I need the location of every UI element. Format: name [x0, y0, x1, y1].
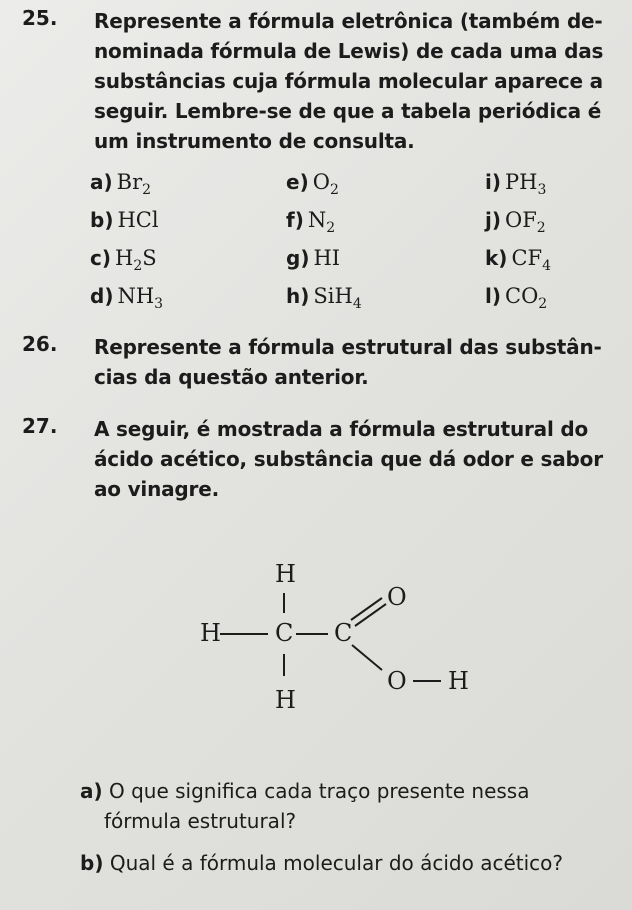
formula-item: h) SiH$_4$	[286, 284, 362, 313]
formula-item: a) $Br_2$	[90, 170, 152, 199]
formula-item: f) $N_2$	[286, 208, 336, 237]
question-number: 26.	[22, 332, 58, 356]
sub-question-b: b) Qual é a fórmula molecular do ácido acético?	[80, 851, 564, 875]
formula-item: d) $NH_3$	[90, 284, 164, 313]
question-text: Represente a fórmula eletrônica (também de- nominada fórmula de Lewis) de cada uma das substâncias cuja fórmula molecular aparece a seguir. Lembre-se de que a tabela periódica é um instrumento de consulta.	[94, 9, 604, 153]
formula-item: c) $H_2S$	[90, 246, 157, 275]
highlight-periodic-table: tabela periódica é	[401, 99, 602, 123]
atom-c2: C	[334, 619, 353, 647]
question-number: 25.	[22, 6, 58, 30]
formula-item: b) HCl	[90, 208, 159, 232]
formula-item: i) $PH_3$	[485, 170, 547, 199]
question-number: 27.	[22, 414, 58, 438]
atom-h-right: H	[448, 667, 469, 695]
formula-item: g) HI	[286, 246, 341, 270]
bond-c2-o-single	[352, 645, 382, 670]
atom-c1: C	[275, 619, 294, 647]
question-text: Represente a fórmula estrutural das substân- cias da questão anterior.	[94, 335, 602, 389]
formula-item: e) $O_2$	[286, 170, 339, 199]
atom-o-top: O	[387, 583, 407, 611]
formula-item: l) $CO_2$	[485, 284, 548, 313]
atom-o-right: O	[387, 667, 407, 695]
sub-question-a: a) O que significa cada traço presente nessa fórmula estrutural?	[80, 779, 530, 833]
formula-item: k) $CF_4$	[485, 246, 552, 275]
atom-h-left: H	[200, 619, 221, 647]
formula-item: j) $OF_2$	[485, 208, 546, 237]
atom-h-top: H	[275, 560, 296, 588]
question-text: A seguir, é mostrada a fórmula estrutural do ácido acético, substância que dá odor e sabor ao vinagre.	[94, 417, 603, 501]
atom-h-bottom: H	[275, 686, 296, 714]
